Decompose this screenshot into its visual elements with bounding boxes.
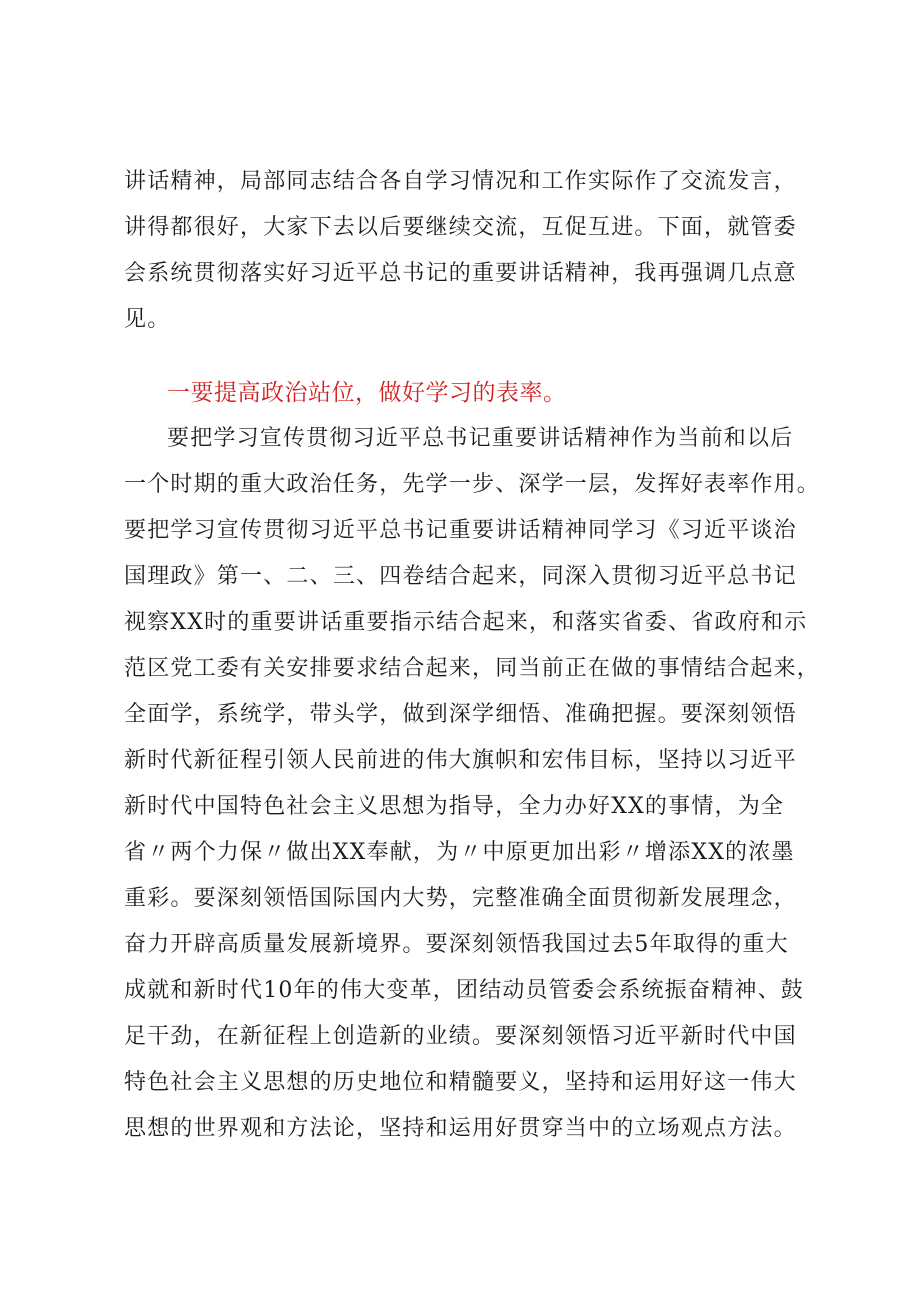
intro-line-3: 会系统贯彻落实好习近平总书记的重要讲话精神，我再强调几点意 [124,261,797,286]
body-line-1: 要把学习宣传贯彻习近平总书记重要讲话精神作为当前和以后 [167,426,794,451]
body-line-10: 省〃两个力保〃做出XX奉献，为〃中原更加出彩〃增添XX的浓墨 [124,840,795,865]
body-line-7: 全面学，系统学，带头学，做到深学细悟、准确把握。要深刻领悟 [124,702,797,727]
body-line-5: 视察XX时的重要讲话重要指示结合起来，和落实省委、省政府和示 [124,610,808,635]
body-line-6: 范区党工委有关安排要求结合起来，同当前正在做的事情结合起来， [124,656,821,681]
section-heading: 一要提高政治站位，做好学习的表率。 [167,380,567,406]
body-line-2: 一个时期的重大政治任务，先学一步、深学一层，发挥好表率作用。 [124,472,821,497]
body-line-12: 奋力开辟高质量发展新境界。要深刻领悟我国过去5年取得的重大 [124,932,789,957]
body-line-11: 重彩。要深刻领悟国际国内大势，完整准确全面贯彻新发展理念， [124,886,797,911]
body-line-9: 新时代中国特色社会主义思想为指导，全力办好XX的事情，为全 [124,794,785,819]
body-line-16: 思想的世界观和方法论，坚持和运用好贯穿当中的立场观点方法。 [124,1116,797,1141]
intro-line-2: 讲得都很好，大家下去以后要继续交流，互促互进。下面，就管委 [124,215,797,240]
intro-line-4: 见。 [124,307,171,332]
body-line-13: 成就和新时代10年的伟大变革，团结动员管委会系统振奋精神、鼓 [124,978,804,1003]
body-line-15: 特色社会主义思想的历史地位和精髓要义，坚持和运用好这一伟大 [124,1070,797,1095]
body-line-4: 国理政》第一、二、三、四卷结合起来，同深入贯彻习近平总书记 [124,564,797,589]
body-line-8: 新时代新征程引领人民前进的伟大旗帜和宏伟目标，坚持以习近平 [124,748,797,773]
body-line-3: 要把学习宣传贯彻习近平总书记重要讲话精神同学习《习近平谈治 [124,518,797,543]
body-line-14: 足干劲，在新征程上创造新的业绩。要深刻领悟习近平新时代中国 [124,1024,797,1049]
intro-line-1: 讲话精神，局部同志结合各自学习情况和工作实际作了交流发言， [124,169,797,194]
